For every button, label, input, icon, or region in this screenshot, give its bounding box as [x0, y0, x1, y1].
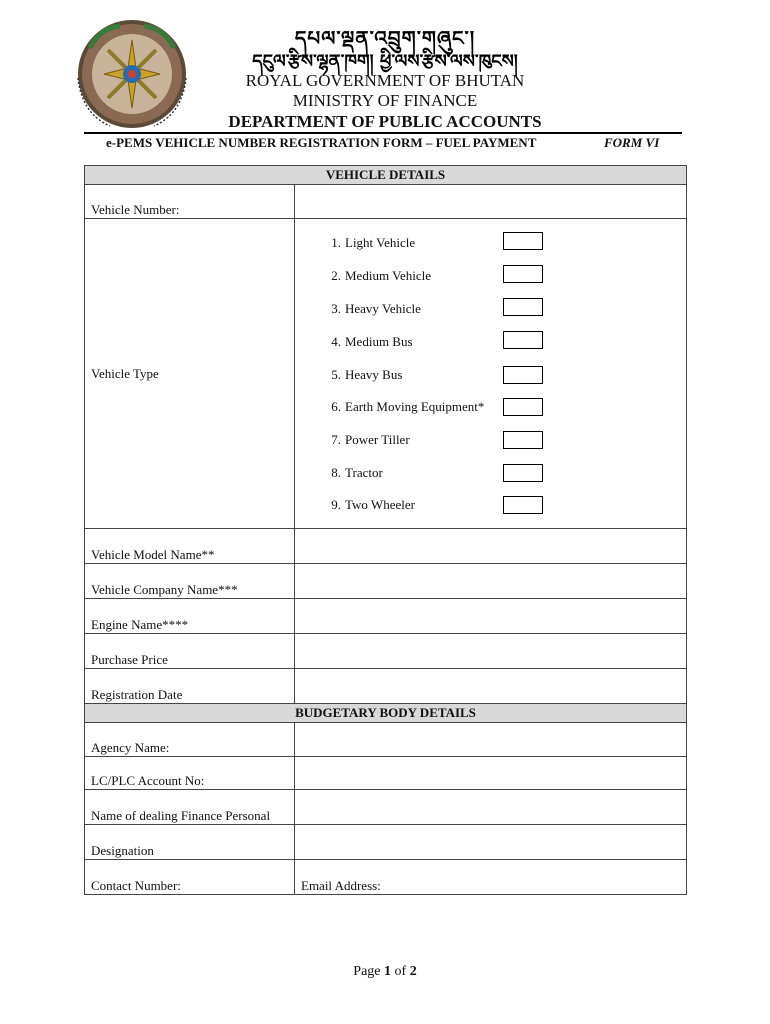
vehicle-type-label: Vehicle Type	[85, 219, 295, 529]
dzongkha-title-line2: དངུལ་རྩིས་ལྷན་ཁག། ཕྱི་ལས་རྩིས་ལས་ཁུངས།	[252, 51, 518, 72]
finance-personal-label: Name of dealing Finance Personal	[85, 790, 295, 825]
vehicle-type-options	[295, 219, 687, 529]
engine-name-label: Engine Name****	[85, 599, 295, 634]
vehicle-type-item: 9. Two Wheeler	[331, 497, 415, 512]
email-address-field[interactable]: Email Address:	[295, 860, 687, 895]
vehicle-number-field[interactable]	[295, 185, 687, 219]
vehicle-type-item: 6. Earth Moving Equipment*	[331, 399, 485, 414]
registration-form-table	[84, 165, 687, 895]
vehicle-type-checkbox[interactable]	[503, 496, 543, 514]
of-word: of	[394, 964, 407, 979]
account-number-field[interactable]	[295, 757, 687, 790]
vehicle-details-heading: VEHICLE DETAILS	[85, 166, 687, 185]
registration-date-field[interactable]	[295, 669, 687, 704]
purchase-price-label: Purchase Price	[85, 634, 295, 669]
contact-number-label[interactable]: Contact Number:	[85, 860, 295, 895]
header-department: DEPARTMENT OF PUBLIC ACCOUNTS	[228, 112, 542, 131]
account-number-label: LC/PLC Account No:	[85, 757, 295, 790]
vehicle-type-item: 4. Medium Bus	[331, 334, 413, 349]
page-number	[0, 964, 770, 980]
agency-name-field[interactable]	[295, 723, 687, 757]
page-current: 1	[384, 964, 392, 979]
vehicle-type-checkbox[interactable]	[503, 232, 543, 250]
header-government: ROYAL GOVERNMENT OF BHUTAN	[245, 71, 525, 90]
designation-label: Designation	[85, 825, 295, 860]
form-title: e-PEMS VEHICLE NUMBER REGISTRATION FORM – FUEL PAYMENT	[106, 135, 537, 150]
engine-name-field[interactable]	[295, 599, 687, 634]
vehicle-model-field[interactable]	[295, 529, 687, 564]
vehicle-type-item: 8. Tractor	[331, 465, 383, 480]
vehicle-company-field[interactable]	[295, 564, 687, 599]
vehicle-type-checkbox[interactable]	[503, 265, 543, 283]
vehicle-type-checkbox[interactable]	[503, 331, 543, 349]
purchase-price-field[interactable]	[295, 634, 687, 669]
form-code: FORM VI	[604, 135, 660, 150]
header-ministry: MINISTRY OF FINANCE	[292, 91, 478, 110]
vehicle-number-label: Vehicle Number:	[85, 185, 295, 219]
page-total: 2	[409, 964, 417, 979]
vehicle-type-checkbox[interactable]	[503, 464, 543, 482]
vehicle-type-item: 1. Light Vehicle	[331, 235, 416, 250]
header-divider	[84, 132, 682, 134]
vehicle-type-item: 2. Medium Vehicle	[331, 268, 432, 283]
agency-name-label: Agency Name:	[85, 723, 295, 757]
vehicle-type-checkbox[interactable]	[503, 431, 543, 449]
designation-field[interactable]	[295, 825, 687, 860]
royal-emblem-logo	[70, 18, 206, 130]
vehicle-type-checkbox[interactable]	[503, 366, 543, 384]
registration-date-label: Registration Date	[85, 669, 295, 704]
vehicle-type-item: 5. Heavy Bus	[331, 367, 403, 382]
vehicle-type-item: 3. Heavy Vehicle	[331, 301, 421, 316]
vehicle-model-label: Vehicle Model Name**	[85, 529, 295, 564]
vehicle-company-label: Vehicle Company Name***	[85, 564, 295, 599]
vehicle-type-checkbox[interactable]	[503, 298, 543, 316]
finance-personal-field[interactable]	[295, 790, 687, 825]
page-word: Page	[353, 964, 381, 979]
budgetary-body-heading: BUDGETARY BODY DETAILS	[85, 704, 687, 723]
vehicle-type-checkbox[interactable]	[503, 398, 543, 416]
vehicle-type-item: 7. Power Tiller	[331, 432, 410, 447]
dzongkha-title-line1: དཔལ་ལྡན་འབྲུག་གཞུང་།	[294, 26, 476, 50]
